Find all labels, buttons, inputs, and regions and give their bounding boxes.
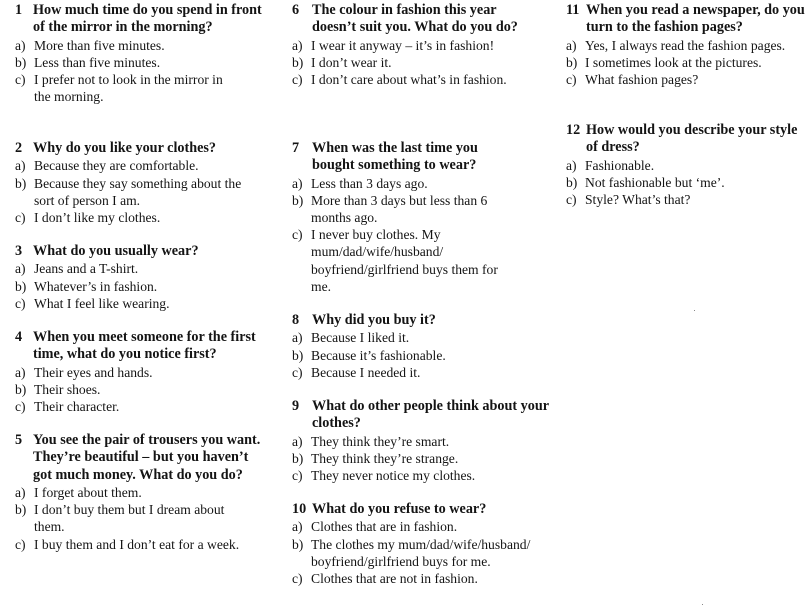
question-text: You see the pair of trousers you want. They’re beautiful – but you haven’t got much money. What do you do? [33,432,261,483]
option-a[interactable] [292,175,537,192]
question-4 [15,329,265,415]
option-text: I never buy clothes. My mum/dad/wife/husband/ boyfriend/girlfriend buys them for me. [311,227,498,294]
option-label: c) [15,295,26,311]
option-label: a) [15,37,26,53]
option-text: Their character. [34,399,120,414]
option-text: Because I liked it. [311,330,410,346]
option-b[interactable] [566,174,806,191]
option-b[interactable] [292,192,526,226]
question-number: 6 [292,2,300,18]
question-number: 10 [292,501,307,517]
question-7 [292,140,537,295]
option-c[interactable] [15,398,265,415]
question-heading [292,2,537,37]
question-6 [292,2,537,88]
option-text: Not fashionable but ‘me’. [585,174,725,190]
question-number: 9 [292,398,300,414]
option-text: I sometimes look at the pictures. [585,54,762,70]
question-text: How much time do you spend in front of the mirror in the morning? [33,2,262,36]
option-label: c) [15,399,26,414]
option-label: a) [15,364,26,380]
option-text: Their shoes. [34,381,101,397]
question-text: When you meet someone for the first time, what do you notice first? [33,329,256,363]
option-label: b) [15,381,27,397]
option-label: c) [15,536,26,552]
option-a[interactable] [292,433,537,450]
option-c[interactable] [292,467,537,484]
option-text: Yes, I always read the fashion pages. [585,37,786,53]
option-text: Because it’s fashionable. [311,347,446,363]
question-heading [292,398,552,433]
option-c[interactable] [15,295,265,312]
question-text: How would you describe your style of dress? [586,122,798,156]
option-b[interactable] [292,450,537,467]
option-label: b) [15,278,27,294]
option-label: b) [292,192,304,208]
option-text: Clothes that are in fashion. [311,519,458,535]
option-label: a) [292,37,303,53]
option-c[interactable] [566,191,806,208]
option-a[interactable] [292,518,537,535]
option-label: a) [15,158,26,174]
question-heading [292,501,537,518]
option-text: They think they’re strange. [311,450,459,466]
question-heading [15,243,265,260]
question-10 [292,501,537,587]
option-text: I prefer not to look in the mirror in the morning. [34,72,223,105]
question-heading [15,140,265,157]
question-text: When you read a newspaper, do you turn to the fashion pages? [586,2,805,36]
option-label: a) [292,519,303,535]
option-text: Their eyes and hands. [34,364,153,380]
option-text: I don’t care about what’s in fashion. [311,72,507,87]
option-label: c) [292,364,303,380]
option-text: The clothes my mum/dad/wife/husband/ boyfriend/girlfriend buys for me. [311,536,531,569]
question-number: 12 [566,122,581,138]
option-text: Less than five minutes. [34,54,161,70]
option-label: b) [15,502,27,518]
question-number: 4 [15,329,23,345]
scan-speck [694,310,695,311]
question-text: What do you usually wear? [33,243,199,259]
question-12 [566,122,806,208]
option-label: c) [292,72,303,87]
option-c[interactable] [15,536,264,553]
option-label: b) [566,54,578,70]
question-heading [566,122,811,157]
option-a[interactable] [15,484,265,501]
option-text: Because they are comfortable. [34,158,199,174]
question-number: 7 [292,140,300,156]
question-heading [292,140,512,175]
option-b[interactable] [15,54,265,71]
question-8 [292,312,537,381]
question-text: Why did you buy it? [312,312,436,328]
option-c[interactable] [292,226,516,295]
question-text: What do you refuse to wear? [312,501,487,517]
question-number: 1 [15,2,23,18]
question-heading [15,432,265,484]
option-text: I wear it anyway – it’s in fashion! [311,37,495,53]
option-a[interactable] [292,37,506,54]
question-text: Why do you like your clothes? [33,140,217,156]
option-label: c) [292,227,303,243]
option-text: I buy them and I don’t eat for a week. [34,536,240,552]
question-3 [15,243,265,312]
option-label: c) [566,72,577,87]
question-9 [292,398,549,484]
option-text: I don’t buy them but I dream about them. [34,502,225,535]
option-text: They never notice my clothes. [311,468,476,483]
option-label: b) [15,175,27,191]
option-label: b) [292,347,304,363]
option-b[interactable] [15,501,249,535]
option-c[interactable] [15,209,265,226]
question-number: 3 [15,243,23,259]
option-b[interactable] [15,381,265,398]
option-c[interactable] [292,71,516,88]
option-c[interactable] [15,71,229,105]
option-label: a) [292,433,303,449]
option-label: a) [566,157,577,173]
question-heading [566,2,811,37]
option-text: I don’t wear it. [311,54,392,70]
option-label: c) [15,209,26,225]
option-a[interactable] [292,329,537,346]
question-5 [15,432,265,553]
scan-speck [702,604,703,605]
option-label: a) [15,484,26,500]
option-b[interactable] [15,278,265,295]
option-text: What fashion pages? [585,72,699,87]
question-11 [566,2,806,88]
option-text: They think they’re smart. [311,433,450,449]
question-text: The colour in fashion this year doesn’t suit you. What do you do? [312,2,518,36]
option-a[interactable] [15,37,265,54]
question-text: What do other people think about your clothes? [312,398,549,432]
option-label: b) [566,174,578,190]
option-text: More than five minutes. [34,37,165,53]
option-text: Fashionable. [585,157,655,173]
option-label: c) [292,468,303,483]
option-label: c) [292,570,303,586]
option-label: c) [15,72,26,87]
option-text: Style? What’s that? [585,192,691,207]
option-a[interactable] [15,364,265,381]
option-label: a) [566,37,577,53]
question-number: 5 [15,432,23,448]
option-label: b) [292,54,304,70]
option-text: Jeans and a T-shirt. [34,261,139,277]
question-heading [292,312,537,329]
option-c[interactable] [566,71,806,88]
question-1 [15,2,265,105]
option-text: Less than 3 days ago. [311,175,428,191]
option-c[interactable] [292,570,537,587]
option-b[interactable] [15,175,254,209]
option-text: Whatever’s in fashion. [34,278,158,294]
option-text: I don’t like my clothes. [34,209,161,225]
option-b[interactable] [292,536,531,570]
option-b[interactable] [292,347,537,364]
option-c[interactable] [292,364,537,381]
option-label: a) [292,330,303,346]
option-label: c) [566,192,577,207]
option-label: b) [292,450,304,466]
question-heading [15,329,265,364]
option-a[interactable] [15,260,265,277]
question-heading [15,2,265,37]
option-label: b) [15,54,27,70]
option-text: More than 3 days but less than 6 months ago. [311,192,488,225]
option-text: What I feel like wearing. [34,295,170,311]
option-b[interactable] [566,54,806,71]
option-label: b) [292,536,304,552]
question-number: 11 [566,2,580,18]
option-a[interactable] [15,157,265,174]
question-text: When was the last time you bought something to wear? [312,140,478,174]
option-a[interactable] [566,37,795,54]
option-text: Because I needed it. [311,364,421,380]
option-text: I forget about them. [34,484,142,500]
option-label: a) [15,261,26,277]
option-a[interactable] [566,157,806,174]
question-number: 2 [15,140,23,156]
question-2 [15,140,265,226]
option-text: Because they say something about the sort of person I am. [34,175,242,208]
option-label: a) [292,175,303,191]
option-text: Clothes that are not in fashion. [311,570,478,586]
question-number: 8 [292,312,300,328]
option-b[interactable] [292,54,537,71]
